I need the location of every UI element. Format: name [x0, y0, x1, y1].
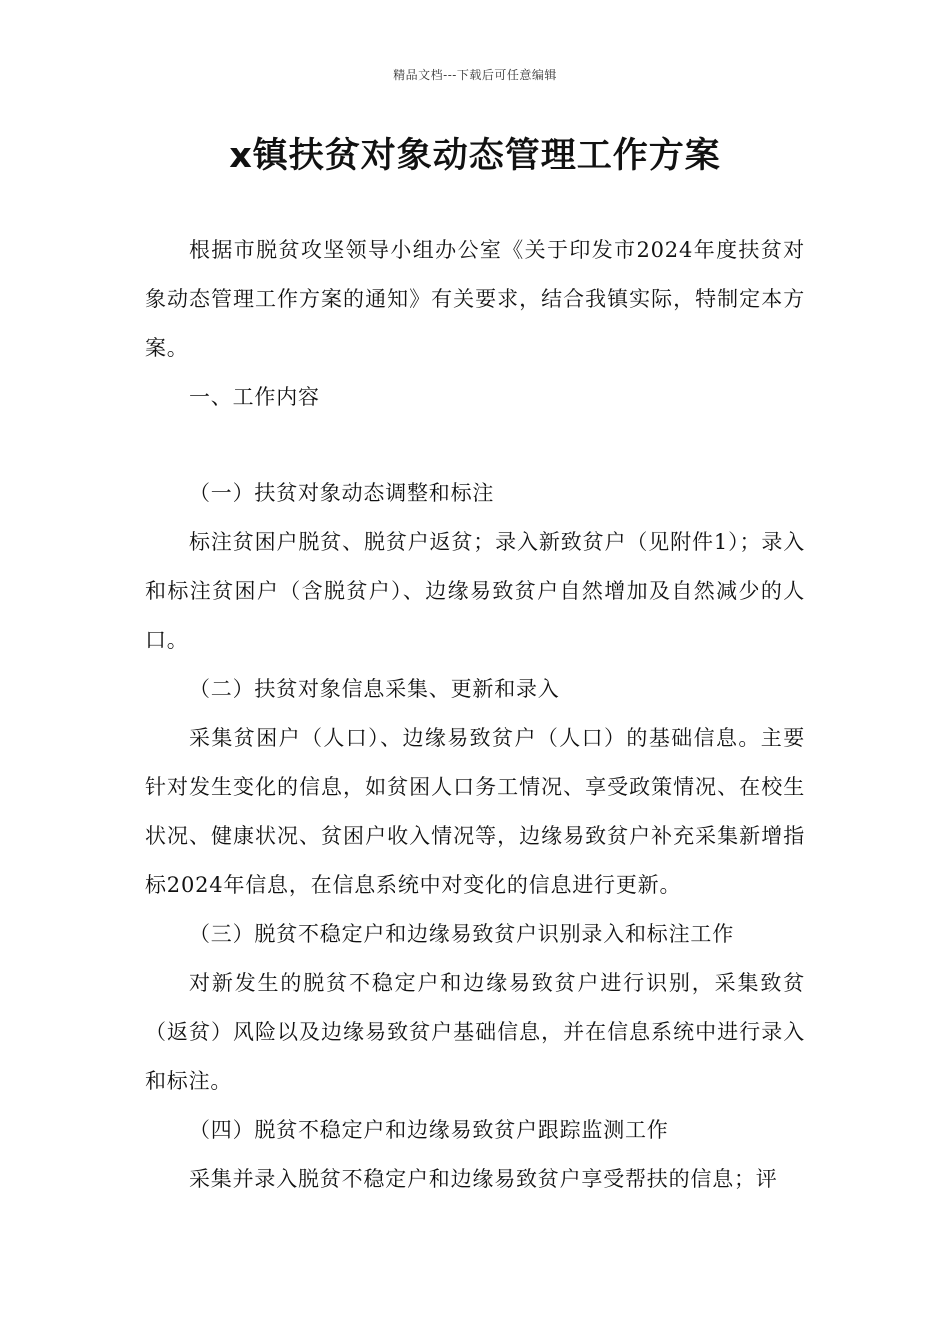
subsection-4-text: 采集并录入脱贫不稳定户和边缘易致贫户享受帮扶的信息；评: [189, 1167, 778, 1191]
document-body: [145, 226, 805, 1204]
subsection-2-heading: （二）扶贫对象信息采集、更新和录入: [189, 677, 560, 701]
subsection-2-text: 采集贫困户（人口）、边缘易致贫户（人口）的基础信息。主要针对发生变化的信息，如贫困人口务工情况、享受政策情况、在校生状况、健康状况、贫困户收入情况等，边缘易致贫户补充采集新增指标2024年信息，在信息系统中对变化的信息进行更新。: [145, 726, 805, 897]
subsection-3-heading: （三）脱贫不稳定户和边缘易致贫户识别录入和标注工作: [189, 922, 734, 946]
header-note: 精品文档---下载后可任意编辑: [393, 68, 557, 82]
subsection-1-text: 标注贫困户脱贫、脱贫户返贫；录入新致贫户（见附件1）；录入和标注贫困户（含脱贫户）、边缘易致贫户自然增加及自然减少的人口。: [145, 530, 805, 652]
subsection-3-text: 对新发生的脱贫不稳定户和边缘易致贫户进行识别，采集致贫（返贫）风险以及边缘易致贫户基础信息，并在信息系统中进行录入和标注。: [145, 971, 805, 1093]
intro-paragraph: 根据市脱贫攻坚领导小组办公室《关于印发市2024年度扶贫对象动态管理工作方案的通知》有关要求，结合我镇实际，特制定本方案。: [145, 238, 805, 360]
document-title: x镇扶贫对象动态管理工作方案: [229, 136, 721, 176]
subsection-4-heading: （四）脱贫不稳定户和边缘易致贫户跟踪监测工作: [189, 1118, 669, 1142]
subsection-1-heading: （一）扶贫对象动态调整和标注: [189, 481, 495, 505]
blank-line: [145, 422, 805, 469]
section-1-heading: 一、工作内容: [189, 385, 320, 409]
